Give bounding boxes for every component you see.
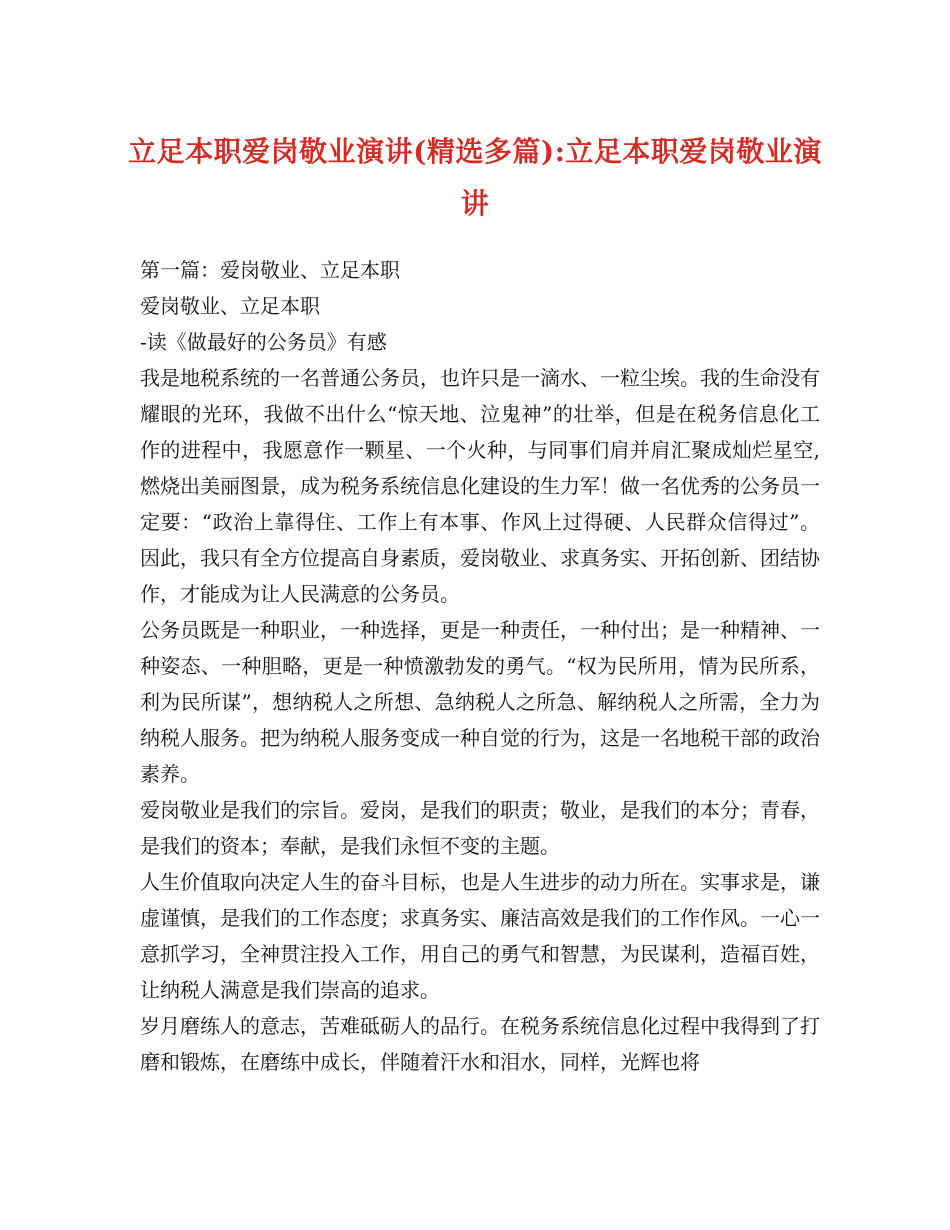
- paragraph-2: 公务员既是一种职业，一种选择，更是一种责任，一种付出；是一种精神、一种姿态、一种胆略，更是一种愤激勃发的勇气。“权为民所用，情为民所系，利为民所谋”，想纳税人之所想、急纳税人之所急、解纳税人之所需，全力为纳税人服务。把为纳税人服务变成一种自觉的行为，这是一名地税干部的政治素养。: [140, 618, 820, 786]
- paragraph-3: 爱岗敬业是我们的宗旨。爱岗，是我们的职责；敬业，是我们的本分；青春，是我们的资本；奉献，是我们永恒不变的主题。: [140, 798, 820, 858]
- heading-line-1: 第一篇：爱岗敬业、立足本职: [140, 258, 400, 282]
- document-title: 立足本职爱岗敬业演讲(精选多篇):立足本职爱岗敬业演讲: [128, 135, 822, 220]
- heading-line-2: 爱岗敬业、立足本职: [140, 294, 320, 318]
- paragraph-5: 岁月磨练人的意志，苦难砥砺人的品行。在税务系统信息化过程中我得到了打磨和锻炼，在磨练中成长，伴随着汗水和泪水，同样，光辉也将: [140, 1014, 820, 1074]
- paragraph-1: 我是地税系统的一名普通公务员，也许只是一滴水、一粒尘埃。我的生命没有耀眼的光环，我做不出什么“惊天地、泣鬼神”的壮举，但是在税务信息化工作的进程中，我愿意作一颗星、一个火种，与同事们肩并肩汇聚成灿烂星空,燃烧出美丽图景，成为税务系统信息化建设的生力军！做一名优秀的公务员一定要：“政治上靠得住、工作上有本事、作风上过得硬、人民群众信得过”。因此，我只有全方位提高自身素质，爱岗敬业、求真务实、开拓创新、团结协作，才能成为让人民满意的公务员。: [140, 366, 820, 606]
- paragraph-4: 人生价值取向决定人生的奋斗目标，也是人生进步的动力所在。实事求是，谦虚谨慎，是我们的工作态度；求真务实、廉洁高效是我们的工作作风。一心一意抓学习，全神贯注投入工作，用自己的勇气和智慧，为民谋利，造福百姓，让纳税人满意是我们崇高的追求。: [140, 870, 820, 1002]
- document-body: [140, 252, 820, 1080]
- heading-line-3: -读《做最好的公务员》有感: [140, 330, 387, 354]
